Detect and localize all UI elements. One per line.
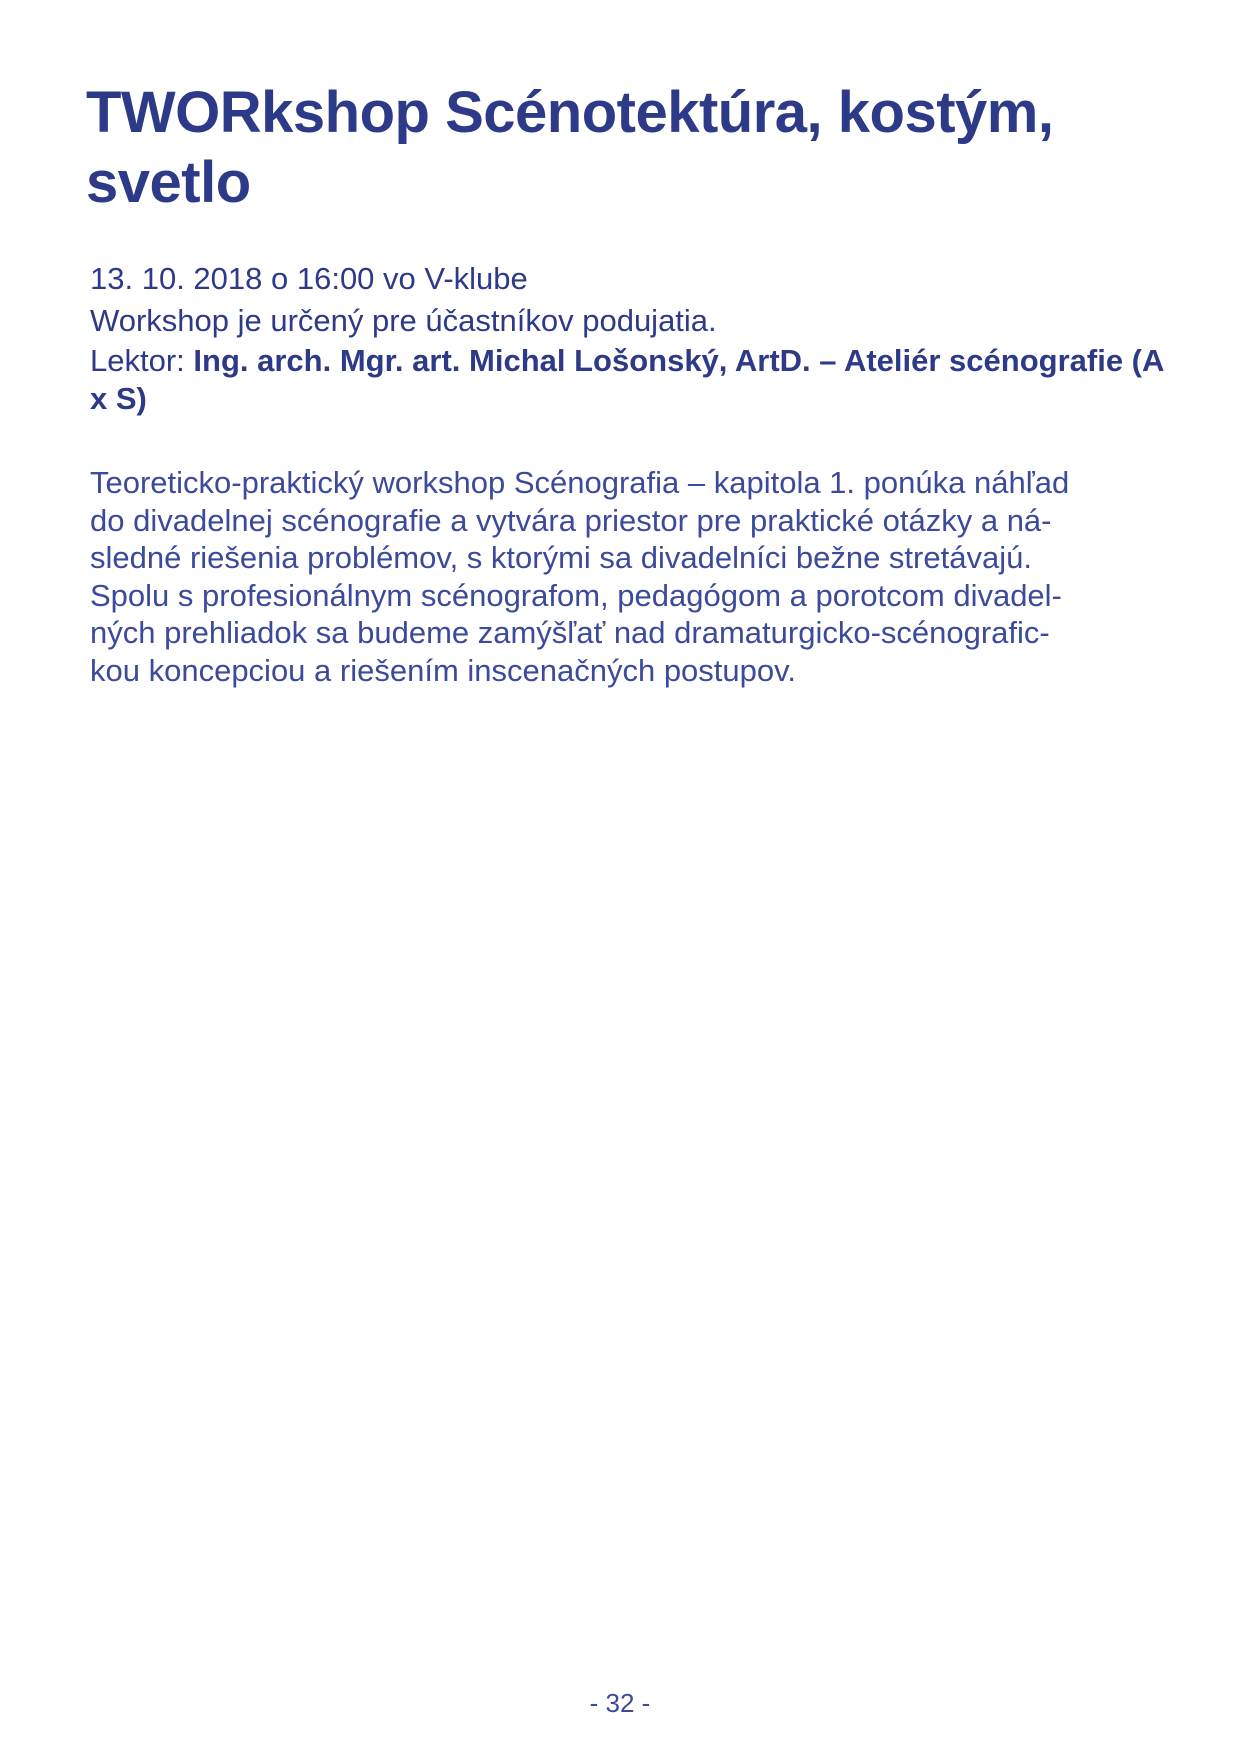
page-title: TWORkshop Scénotektúra, kostým, svetlo (86, 80, 1054, 215)
description-line: Teoreticko-praktický workshop Scénografia – kapitola 1. ponúka náhľad (90, 465, 1070, 500)
description-line: ných prehliadok sa budeme zamýšľať nad dramaturgicko-scénografic- (90, 615, 1050, 650)
page-number: - 32 - (589, 1688, 651, 1718)
event-meta (90, 258, 1170, 418)
description-line: do divadelnej scénografie a vytvára priestor pre praktické otázky a ná- (90, 502, 1052, 538)
event-date-place: 13. 10. 2018 o 16:00 vo V-klube (90, 261, 528, 296)
description-paragraph (90, 464, 1180, 689)
event-audience: Workshop je určený pre účastníkov podujatia. (90, 303, 717, 338)
description-line: kou koncepciou a riešením inscenačných postupov. (90, 652, 796, 688)
lector-name: Ing. arch. Mgr. art. Michal Lošonský, ArtD. – Ateliér scénografie (A x S) (90, 343, 1164, 416)
lector-label: Lektor: (90, 343, 185, 378)
description-line: Spolu s profesionálnym scénografom, pedagógom a porotcom divadel- (90, 577, 1062, 613)
event-lector (90, 342, 1170, 418)
description-line: sledné riešenia problémov, s ktorými sa divadelníci bežne stretávajú. (90, 540, 1032, 575)
